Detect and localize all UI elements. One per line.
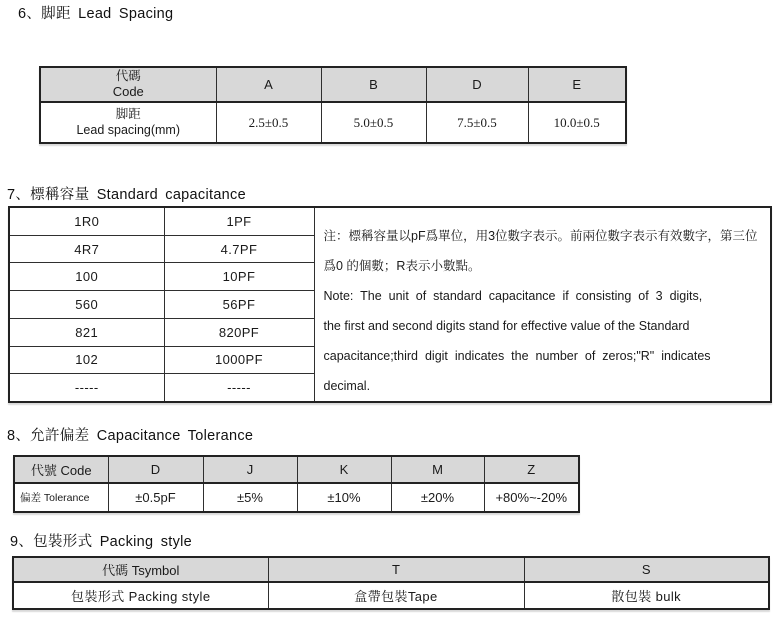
code-header-cell: E [528,67,626,102]
corner-header-line1: 代碼 [115,68,141,83]
table-row [13,582,769,609]
note-line-cn-1: 注：標稱容量以pF爲單位，用3位數字表示。前兩位數字表示有效數字，第三位 [323,229,758,243]
cap-code-cell: 821 [9,318,164,346]
spacing-value-cell: 2.5±0.5 [216,102,321,143]
lead-spacing-table [39,66,627,144]
tolerance-value-cell: +80%~-20% [484,483,579,512]
spacing-value-cell: 7.5±0.5 [426,102,528,143]
cap-code-cell: 1R0 [9,207,164,235]
corner-header-cell [40,67,216,102]
note-line-en-1: Note: The unit of standard capacitance if consisting of 3 digits, [323,289,703,303]
table-header-row [40,67,626,102]
packing-row-label: 包裝形式 Packing style [13,582,268,609]
note-line-cn-2: 爲0 的個數；R表示小數點。 [323,259,481,273]
code-header-cell: B [321,67,426,102]
note-line-en-4: decimal. [323,379,371,393]
tolerance-row-label: 偏差 Tolerance [14,483,108,512]
packing-header-label: 代碼 Tsymbol [13,557,268,582]
table-header-row [13,557,769,582]
tolerance-value-cell: ±0.5pF [108,483,203,512]
packing-value-cell: 散包裝 bulk [524,582,769,609]
capacitance-note-cell [314,207,771,402]
packing-value-cell: 盒帶包裝Tape [268,582,524,609]
note-line-en-3: capacitance;third digit indicates the number of zeros;"R" indicates [323,349,711,363]
code-header-cell: D [108,456,203,483]
spacing-value-cell: 10.0±0.5 [528,102,626,143]
cap-code-cell: 100 [9,263,164,291]
table-header-row [14,456,579,483]
cap-value-cell: 10PF [164,263,314,291]
code-header-cell: K [297,456,391,483]
row-label-line2: Lead spacing(mm) [76,122,180,137]
cap-code-cell: 560 [9,291,164,319]
cap-value-cell: ----- [164,374,314,402]
table-row [14,483,579,512]
corner-header-line2: Code [112,84,144,100]
section-title-lead-spacing: 6、脚距 Lead Spacing [18,6,174,22]
note-line-en-2: the first and second digits stand for effective value of the Standard [323,319,690,333]
section-title-standard-capacitance: 7、標稱容量 Standard capacitance [7,187,246,203]
code-header-cell: Z [484,456,579,483]
row-label-line1: 脚距 [115,106,141,121]
cap-code-cell: 102 [9,346,164,374]
table-row [40,102,626,143]
tolerance-value-cell: ±5% [203,483,297,512]
code-header-cell: J [203,456,297,483]
code-header-cell: S [524,557,769,582]
tolerance-value-cell: ±20% [391,483,484,512]
tolerance-value-cell: ±10% [297,483,391,512]
cap-value-cell: 4.7PF [164,235,314,263]
code-header-cell: A [216,67,321,102]
spacing-value-cell: 5.0±0.5 [321,102,426,143]
row-label-cell [40,102,216,143]
standard-capacitance-table [8,206,772,403]
tolerance-table [13,455,580,513]
cap-code-cell: 4R7 [9,235,164,263]
tolerance-header-label: 代號 Code [14,456,108,483]
code-header-cell: T [268,557,524,582]
table-row [9,207,771,235]
cap-value-cell: 820PF [164,318,314,346]
section-title-packing: 9、包裝形式 Packing style [10,534,193,550]
code-header-cell: M [391,456,484,483]
cap-value-cell: 1000PF [164,346,314,374]
packing-table [12,556,770,610]
cap-value-cell: 56PF [164,291,314,319]
code-header-cell: D [426,67,528,102]
section-title-tolerance: 8、允許偏差 Capacitance Tolerance [7,428,254,444]
cap-code-cell: ----- [9,374,164,402]
cap-value-cell: 1PF [164,207,314,235]
